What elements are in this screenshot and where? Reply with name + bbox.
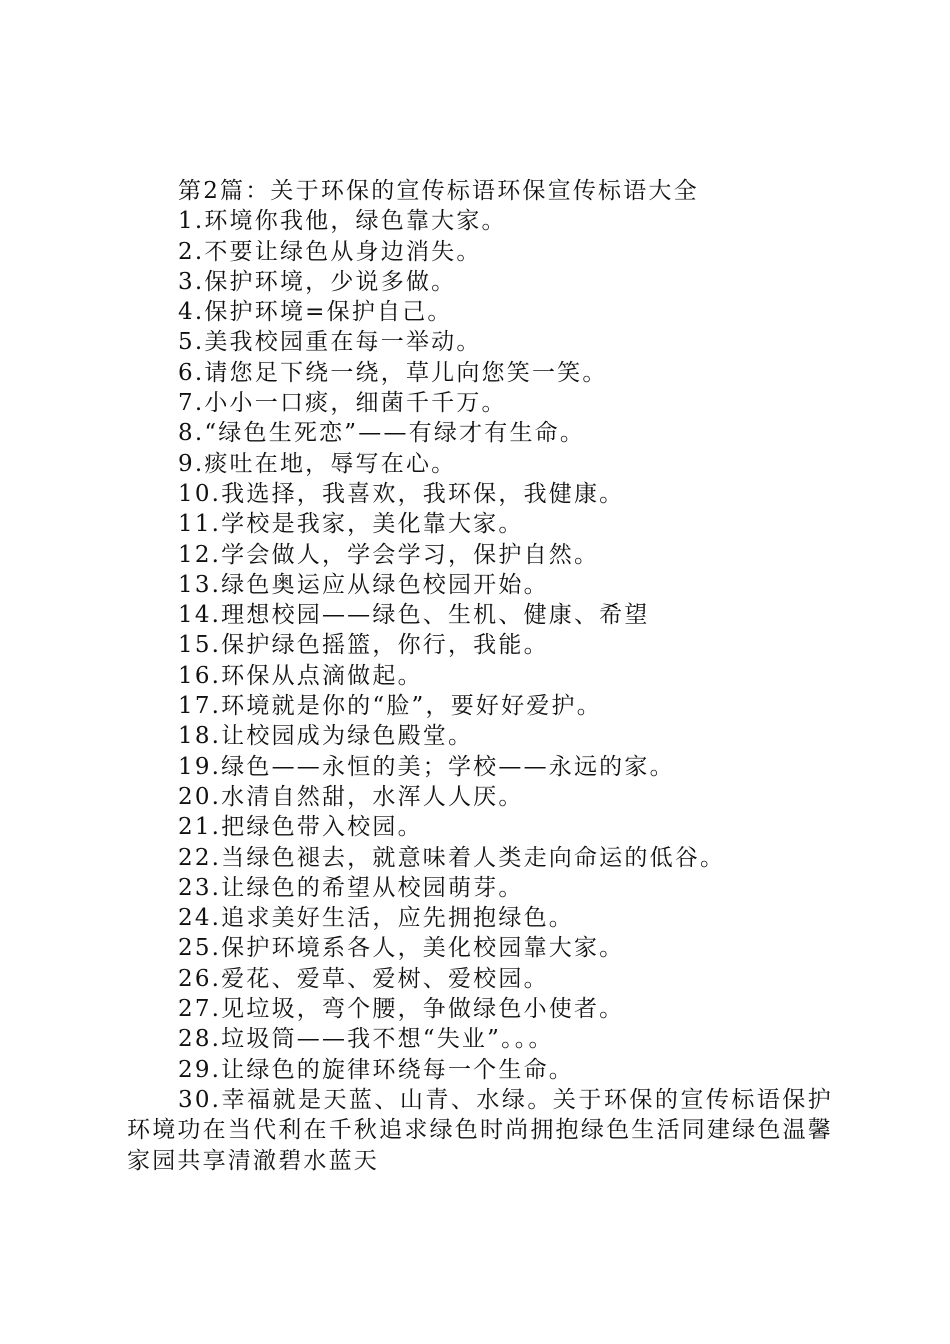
slogan-item: 10.我选择，我喜欢，我环保，我健康。 <box>178 480 625 507</box>
slogan-list <box>127 206 833 1085</box>
slogan-item: 6.请您足下绕一绕，草儿向您笑一笑。 <box>178 359 608 386</box>
document-body <box>127 176 833 1176</box>
slogan-item: 1.环境你我他，绿色靠大家。 <box>178 208 507 235</box>
slogan-item: 11.学校是我家，美化靠大家。 <box>178 511 524 538</box>
slogan-item: 16.环保从点滴做起。 <box>178 662 423 689</box>
slogan-item: 18.让校园成为绿色殿堂。 <box>178 723 474 750</box>
slogan-item: 25.保护环境系各人，美化校园靠大家。 <box>178 935 625 962</box>
slogan-item: 5.美我校园重在每一举动。 <box>178 329 482 356</box>
slogan-item: 28.垃圾筒——我不想“失业”。。。 <box>178 1026 554 1053</box>
slogan-item: 3.保护环境，少说多做。 <box>178 268 457 295</box>
slogan-item: 20.水清自然甜，水浑人人厌。 <box>178 783 524 810</box>
slogan-item: 23.让绿色的希望从校园萌芽。 <box>178 874 524 901</box>
document-title: 第2篇：关于环保的宣传标语环保宣传标语大全 <box>178 178 699 204</box>
slogan-item: 4.保护环境=保护自己。 <box>178 299 453 326</box>
slogan-item: 29.让绿色的旋律环绕每一个生命。 <box>178 1056 574 1083</box>
closing-paragraph: 30.幸福就是天蓝、山青、水绿。关于环保的宣传标语保护环境功在当代利在千秋追求绿色时尚拥抱绿色生活同建绿色温馨家园共享清澈碧水蓝天 <box>127 1086 833 1174</box>
slogan-item: 13.绿色奥运应从绿色校园开始。 <box>178 571 549 598</box>
slogan-item: 2.不要让绿色从身边消失。 <box>178 238 482 265</box>
slogan-item: 15.保护绿色摇篮，你行，我能。 <box>178 632 549 659</box>
slogan-item: 21.把绿色带入校园。 <box>178 814 423 841</box>
slogan-item: 27.见垃圾，弯个腰，争做绿色小使者。 <box>178 996 625 1023</box>
slogan-item: 19.绿色——永恒的美；学校——永远的家。 <box>178 753 675 780</box>
slogan-item: 26.爱花、爱草、爱树、爱校园。 <box>178 965 549 992</box>
slogan-item: 22.当绿色褪去，就意味着人类走向命运的低谷。 <box>178 844 726 871</box>
slogan-item: 8.“绿色生死恋”——有绿才有生命。 <box>178 420 586 447</box>
slogan-item: 24.追求美好生活，应先拥抱绿色。 <box>178 905 574 932</box>
slogan-item: 17.环境就是你的“脸”，要好好爱护。 <box>178 693 602 720</box>
slogan-item: 7.小小一口痰，细菌千千万。 <box>178 390 507 417</box>
slogan-item: 9.痰吐在地，辱写在心。 <box>178 450 457 477</box>
slogan-item: 14.理想校园——绿色、生机、健康、希望 <box>178 602 650 629</box>
slogan-item: 12.学会做人，学会学习，保护自然。 <box>178 541 600 568</box>
